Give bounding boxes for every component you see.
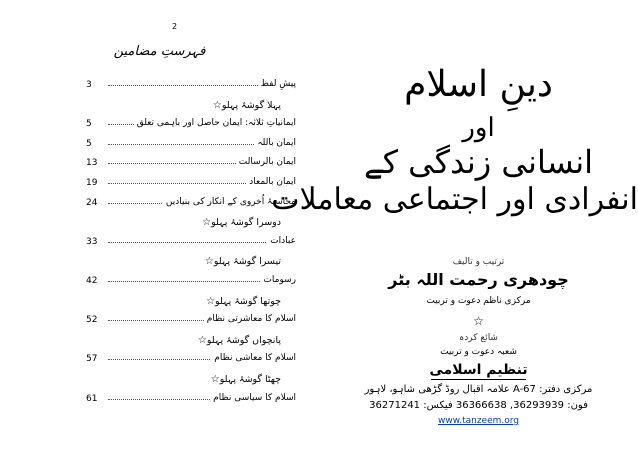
toc-entry: [86, 80, 296, 94]
toc-entry-label: اسلام کا معاشرتی نظام: [204, 314, 296, 324]
toc-entry: [86, 198, 296, 212]
book-title-line4: انفرادی اور اجتماعی معاملات: [271, 182, 638, 217]
toc-section-heading: [199, 217, 281, 231]
toc-entry-label: ایمان باللہ: [254, 138, 296, 148]
toc-section-label: پانچواں گوشۂ پہلو: [206, 334, 281, 346]
book-title-line2: اور: [462, 113, 495, 143]
toc-section-heading: [203, 296, 281, 310]
toc-entry: [86, 119, 296, 133]
published-by: شائع کردہ: [459, 333, 498, 343]
star-icon: ☆: [473, 314, 484, 328]
toc-entry: [86, 158, 296, 172]
toc-section-label: دوسرا گوشۂ پہلو: [211, 217, 281, 229]
star-icon: ☆: [212, 99, 222, 111]
toc-page-number: 3: [86, 80, 92, 90]
toc-page-number: 42: [86, 276, 98, 286]
address: مرکزی دفتر: A-67 علامہ اقبال روڈ گڑھی شاہو، لاہور: [364, 384, 593, 395]
toc-page-number: 52: [86, 315, 98, 326]
toc-entry: [86, 139, 296, 153]
toc-section-label: تیسرا گوشۂ پہلو: [213, 256, 281, 268]
toc-entry: [86, 394, 296, 408]
toc-entry-label: محاسبۂ اُخروی کے انکار کی بنیادیں: [163, 197, 296, 207]
toc-section-label: پہلا گوشۂ پہلو: [221, 99, 281, 111]
toc-entry-label: ایمان بالرسالت: [236, 157, 296, 167]
page-number: 2: [172, 22, 178, 31]
author-role: مرکزی ناظم دعوت و تربیت: [426, 296, 531, 306]
toc-page-number: 61: [86, 393, 98, 404]
book-title-line1: دینِ اسلام: [404, 64, 553, 105]
toc-page-number: 24: [86, 197, 98, 208]
star-icon: ☆: [204, 256, 214, 268]
toc-entry-label: اسلام کا معاشی نظام: [211, 353, 296, 363]
toc-section-heading: [202, 256, 281, 270]
toc-entry: [86, 276, 296, 290]
website-link[interactable]: www.tanzeem.org: [437, 416, 520, 426]
toc-entry-label: رسومات: [260, 275, 296, 285]
toc-section-heading: [208, 374, 281, 388]
compiled-by: ترتیب و تالیف: [452, 257, 505, 267]
toc-entry: [86, 354, 296, 368]
toc-page-number: 19: [86, 178, 98, 188]
publisher-dept: شعبہ دعوت و تربیت: [440, 347, 517, 357]
toc-page-number: 13: [86, 158, 98, 169]
toc-page-number: 57: [86, 354, 98, 365]
toc-entry-label: پیشِ لفظ: [258, 79, 296, 89]
book-title-line3: انسانی زندگی کے: [363, 143, 594, 181]
toc-section-heading: [195, 335, 281, 349]
author-name: چودھری رحمت اللہ بٹر: [388, 270, 569, 289]
toc-entry-label: ایمان بالمعاد: [246, 177, 296, 187]
toc-page-number: 33: [86, 236, 98, 247]
phone-fax: فون: 36293939, 36366638 فیکس: 36271241: [369, 400, 588, 411]
toc-entry-label: عبادات: [267, 236, 296, 246]
toc-section-heading: [210, 100, 281, 114]
toc-entry: [86, 178, 296, 192]
organization-name: تنظیم اسلامی: [429, 362, 528, 378]
star-icon: ☆: [210, 374, 220, 385]
star-icon: ☆: [206, 295, 216, 307]
toc-section-label: چوتھا گوشۂ پہلو: [215, 295, 281, 307]
star-icon: ☆: [197, 334, 207, 346]
toc-entry: [86, 315, 296, 329]
toc-entry-label: اسلام کا سیاسی نظام: [210, 393, 296, 403]
star-icon: ☆: [202, 217, 212, 229]
toc-page-number: 5: [86, 119, 92, 130]
toc-title: فہرستِ مضامین: [113, 44, 206, 59]
toc-section-label: چھٹا گوشۂ پہلو: [219, 374, 281, 385]
toc-entry: [86, 237, 296, 251]
toc-page-number: 5: [86, 138, 92, 149]
toc-entry-label: ایمانیاتِ ثلاثہ: ایمان حاصل اور باہمی تعلق: [134, 118, 296, 128]
